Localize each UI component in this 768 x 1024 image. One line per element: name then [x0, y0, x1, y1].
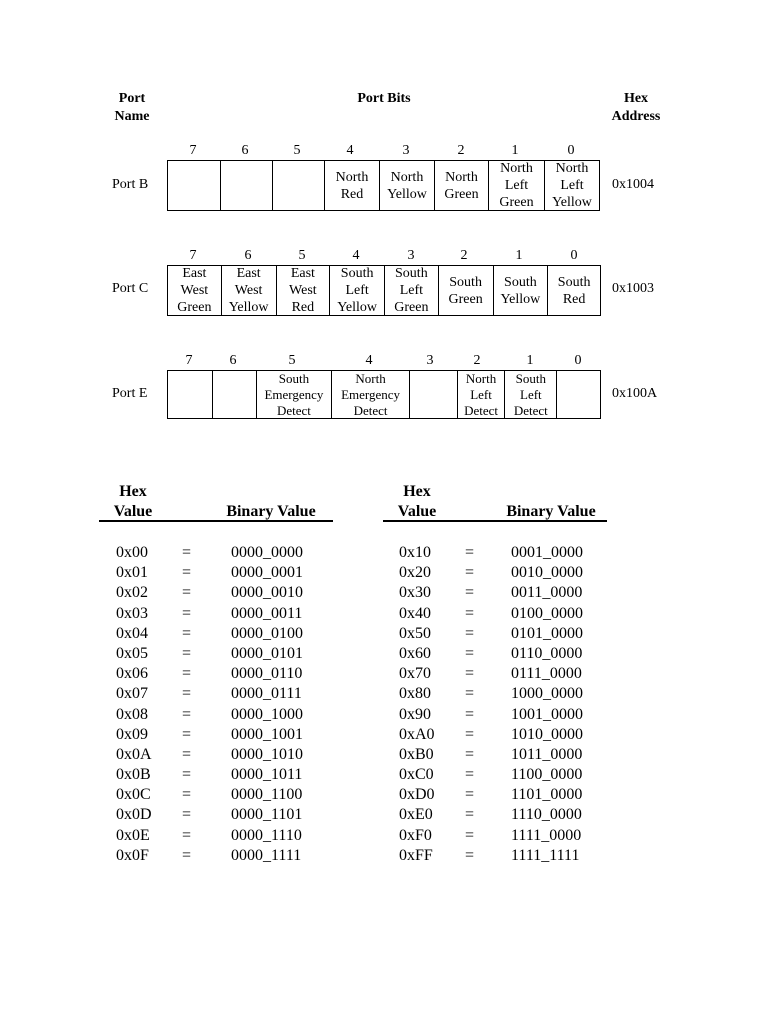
- port-e-bit-0: [556, 371, 600, 418]
- hex-value: 0x01: [116, 564, 148, 582]
- port-bits-header: Port Bits: [357, 91, 411, 106]
- hex-value: 0x0A: [116, 745, 152, 763]
- equals-sign: =: [465, 806, 475, 824]
- hex-table-row: [116, 563, 336, 583]
- binary-value: 0100_0000: [511, 604, 583, 622]
- hex-table-row: [399, 705, 619, 725]
- hex-table-row: [399, 745, 619, 765]
- equals-sign: =: [465, 604, 475, 622]
- port-e-bits-table: [167, 370, 601, 419]
- bit-number: 6: [241, 143, 249, 158]
- equals-sign: =: [465, 705, 475, 723]
- hex-table-rule: [383, 520, 607, 522]
- hex-value: 0x09: [116, 725, 148, 743]
- bit-number: 3: [407, 248, 415, 263]
- port-b-bit-0: North Left Yellow: [544, 161, 599, 210]
- equals-sign: =: [465, 826, 475, 844]
- hex-table-row: [399, 805, 619, 825]
- port-e-address: 0x100A: [612, 386, 658, 401]
- binary-value: 1001_0000: [511, 705, 583, 723]
- bit-number: 3: [426, 353, 434, 368]
- port-e-bit-7: [168, 371, 212, 418]
- hex-value: 0x0F: [116, 846, 149, 864]
- port-c-bit-0: South Red: [547, 266, 600, 315]
- equals-sign: =: [182, 725, 192, 743]
- port-e-bit-2: North Left Detect: [457, 371, 505, 418]
- port-e-bit-4: North Emergency Detect: [331, 371, 409, 418]
- equals-sign: =: [182, 584, 192, 602]
- hex-table-row: [399, 664, 619, 684]
- hex-value-header: Hex Value: [397, 483, 437, 520]
- port-b-bit-7: [168, 161, 220, 210]
- equals-sign: =: [465, 846, 475, 864]
- port-b-bit-3: North Yellow: [379, 161, 434, 210]
- binary-value: 0000_1101: [231, 806, 303, 824]
- hex-table-row: [399, 583, 619, 603]
- hex-value: 0x08: [116, 705, 148, 723]
- hex-value: 0xF0: [399, 826, 432, 844]
- port-b-bits-table: [167, 160, 600, 211]
- hex-table-row: [116, 826, 336, 846]
- binary-value: 0000_1111: [231, 846, 302, 864]
- hex-value: 0xA0: [399, 725, 435, 743]
- port-e-bit-1: South Left Detect: [504, 371, 556, 418]
- binary-value: 0000_1100: [231, 786, 303, 804]
- hex-table-row: [116, 705, 336, 725]
- binary-value: 0000_0100: [231, 624, 303, 642]
- hex-table-row: [399, 725, 619, 745]
- equals-sign: =: [465, 745, 475, 763]
- hex-table-row: [116, 846, 336, 866]
- hex-table-row: [399, 765, 619, 785]
- hex-table-row: [116, 644, 336, 664]
- port-b-bit-6: [220, 161, 272, 210]
- equals-sign: =: [182, 806, 192, 824]
- bit-number: 4: [365, 353, 373, 368]
- hex-value: 0x90: [399, 705, 431, 723]
- hex-table-row: [399, 624, 619, 644]
- hex-table-row: [116, 583, 336, 603]
- binary-value: 0000_0001: [231, 564, 303, 582]
- port-e-name: Port E: [112, 386, 148, 401]
- port-b-bit-numbers: [0, 143, 768, 159]
- hex-value: 0x70: [399, 665, 431, 683]
- hex-table-row: [399, 826, 619, 846]
- equals-sign: =: [182, 665, 192, 683]
- equals-sign: =: [182, 624, 192, 642]
- hex-table-row: [116, 664, 336, 684]
- bit-number: 4: [352, 248, 360, 263]
- port-c-bits-table: [167, 265, 601, 316]
- hex-table-row: [399, 785, 619, 805]
- binary-value: 0110_0000: [511, 644, 583, 662]
- hex-table-row: [399, 644, 619, 664]
- equals-sign: =: [465, 786, 475, 804]
- equals-sign: =: [182, 705, 192, 723]
- hex-value: 0x10: [399, 544, 431, 561]
- binary-value: 0000_0010: [231, 584, 303, 602]
- hex-table-row: [116, 684, 336, 704]
- hex-table-row: [399, 604, 619, 624]
- bit-number: 7: [189, 143, 197, 158]
- bit-number: 5: [293, 143, 301, 158]
- bit-number: 0: [574, 353, 582, 368]
- bit-number: 6: [229, 353, 237, 368]
- port-b-address: 0x1004: [612, 177, 654, 192]
- binary-value: 1110_0000: [511, 806, 582, 824]
- hex-value: 0x07: [116, 685, 148, 703]
- binary-value: 1101_0000: [511, 786, 583, 804]
- binary-value: 0000_0110: [231, 665, 303, 683]
- equals-sign: =: [182, 826, 192, 844]
- binary-value: 1111_1111: [511, 846, 580, 864]
- equals-sign: =: [465, 564, 475, 582]
- bit-number: 1: [511, 143, 519, 158]
- equals-sign: =: [182, 786, 192, 804]
- bit-number: 5: [298, 248, 306, 263]
- bit-number: 1: [526, 353, 534, 368]
- hex-value: 0x0E: [116, 826, 150, 844]
- bit-number: 1: [515, 248, 523, 263]
- binary-value: 0000_0000: [231, 544, 303, 561]
- binary-value-header: Binary Value: [226, 503, 316, 520]
- binary-value: 0000_0011: [231, 604, 303, 622]
- hex-table-row: [399, 563, 619, 583]
- hex-value: 0x0B: [116, 766, 151, 784]
- hex-table-right: [399, 543, 619, 866]
- hex-value: 0x02: [116, 584, 148, 602]
- hex-table-row: [116, 745, 336, 765]
- equals-sign: =: [465, 665, 475, 683]
- port-e-bit-6: [212, 371, 256, 418]
- port-c-bit-4: South Left Yellow: [329, 266, 384, 315]
- hex-table-row: [116, 725, 336, 745]
- port-c-bit-5: East West Red: [276, 266, 330, 315]
- bit-number: 7: [185, 353, 193, 368]
- hex-value: 0x06: [116, 665, 148, 683]
- hex-table-row: [399, 846, 619, 866]
- binary-value: 0000_1001: [231, 725, 303, 743]
- hex-table-row: [116, 765, 336, 785]
- port-c-bit-6: East West Yellow: [221, 266, 276, 315]
- bit-number: 0: [570, 248, 578, 263]
- equals-sign: =: [182, 846, 192, 864]
- bit-number: 4: [346, 143, 354, 158]
- binary-value: 0000_1010: [231, 745, 303, 763]
- binary-value: 1000_0000: [511, 685, 583, 703]
- hex-value: 0xFF: [399, 846, 433, 864]
- binary-value: 0000_0111: [231, 685, 302, 703]
- equals-sign: =: [182, 604, 192, 622]
- hex-table-row: [399, 543, 619, 563]
- port-c-name: Port C: [112, 281, 149, 296]
- binary-value: 0000_1110: [231, 826, 302, 844]
- hex-value: 0x20: [399, 564, 431, 582]
- hex-table-left: [116, 543, 336, 866]
- hex-value: 0x00: [116, 544, 148, 561]
- binary-value: 0011_0000: [511, 584, 583, 602]
- hex-address-header: Hex Address: [611, 91, 661, 124]
- bit-number: 2: [460, 248, 468, 263]
- port-c-bit-7: East West Green: [177, 266, 212, 315]
- hex-value: 0x0D: [116, 806, 152, 824]
- hex-table-row: [116, 624, 336, 644]
- hex-table-row: [116, 805, 336, 825]
- bit-number: 2: [473, 353, 481, 368]
- hex-table-row: [116, 785, 336, 805]
- port-b-bit-5: [272, 161, 324, 210]
- hex-value: 0x03: [116, 604, 148, 622]
- binary-value: 0001_0000: [511, 544, 583, 561]
- port-c-bit-3: South Left Green: [384, 266, 438, 315]
- equals-sign: =: [465, 644, 475, 662]
- equals-sign: =: [182, 564, 192, 582]
- bit-number: 7: [189, 248, 197, 263]
- hex-table-row: [399, 684, 619, 704]
- hex-value: 0x05: [116, 644, 148, 662]
- hex-value: 0x0C: [116, 786, 151, 804]
- bit-number: 6: [244, 248, 252, 263]
- port-b-bit-2: North Green: [434, 161, 488, 210]
- binary-value: 0000_1000: [231, 705, 303, 723]
- equals-sign: =: [182, 544, 192, 561]
- port-b-bit-1: North Left Green: [488, 161, 544, 210]
- binary-value: 1010_0000: [511, 725, 583, 743]
- port-e-bit-5: South Emergency Detect: [256, 371, 332, 418]
- binary-value: 1100_0000: [511, 766, 583, 784]
- bit-number: 3: [402, 143, 410, 158]
- binary-value: 0010_0000: [511, 564, 583, 582]
- hex-value: 0x30: [399, 584, 431, 602]
- port-b-name: Port B: [112, 177, 149, 192]
- hex-value: 0x80: [399, 685, 431, 703]
- equals-sign: =: [182, 685, 192, 703]
- hex-value: 0xE0: [399, 806, 433, 824]
- hex-value: 0x50: [399, 624, 431, 642]
- hex-value: 0x04: [116, 624, 148, 642]
- bit-number: 0: [567, 143, 575, 158]
- bit-number: 2: [457, 143, 465, 158]
- equals-sign: =: [465, 584, 475, 602]
- hex-value: 0xD0: [399, 786, 435, 804]
- equals-sign: =: [465, 766, 475, 784]
- equals-sign: =: [465, 725, 475, 743]
- binary-value-header: Binary Value: [506, 503, 596, 520]
- port-c-bit-numbers: [0, 248, 768, 264]
- port-c-bit-2: South Green: [438, 266, 493, 315]
- equals-sign: =: [182, 766, 192, 784]
- bit-number: 5: [288, 353, 296, 368]
- hex-value: 0x60: [399, 644, 431, 662]
- binary-value: 1111_0000: [511, 826, 582, 844]
- hex-value: 0xB0: [399, 745, 434, 763]
- binary-value: 1011_0000: [511, 745, 583, 763]
- hex-table-rule: [99, 520, 333, 522]
- port-e-bit-numbers: [0, 353, 768, 369]
- port-c-address: 0x1003: [612, 281, 654, 296]
- port-b-bit-4: North Red: [324, 161, 379, 210]
- port-name-header: Port Name: [114, 91, 150, 124]
- port-c-bit-1: South Yellow: [493, 266, 548, 315]
- equals-sign: =: [182, 745, 192, 763]
- port-e-bit-3: [409, 371, 457, 418]
- hex-table-row: [116, 604, 336, 624]
- hex-value-header: Hex Value: [113, 483, 153, 520]
- hex-table-row: [116, 543, 336, 563]
- equals-sign: =: [465, 624, 475, 642]
- binary-value: 0101_0000: [511, 624, 583, 642]
- binary-value: 0000_0101: [231, 644, 303, 662]
- binary-value: 0111_0000: [511, 665, 582, 683]
- equals-sign: =: [465, 685, 475, 703]
- binary-value: 0000_1011: [231, 766, 303, 784]
- hex-value: 0xC0: [399, 766, 434, 784]
- equals-sign: =: [182, 644, 192, 662]
- equals-sign: =: [465, 544, 475, 561]
- hex-value: 0x40: [399, 604, 431, 622]
